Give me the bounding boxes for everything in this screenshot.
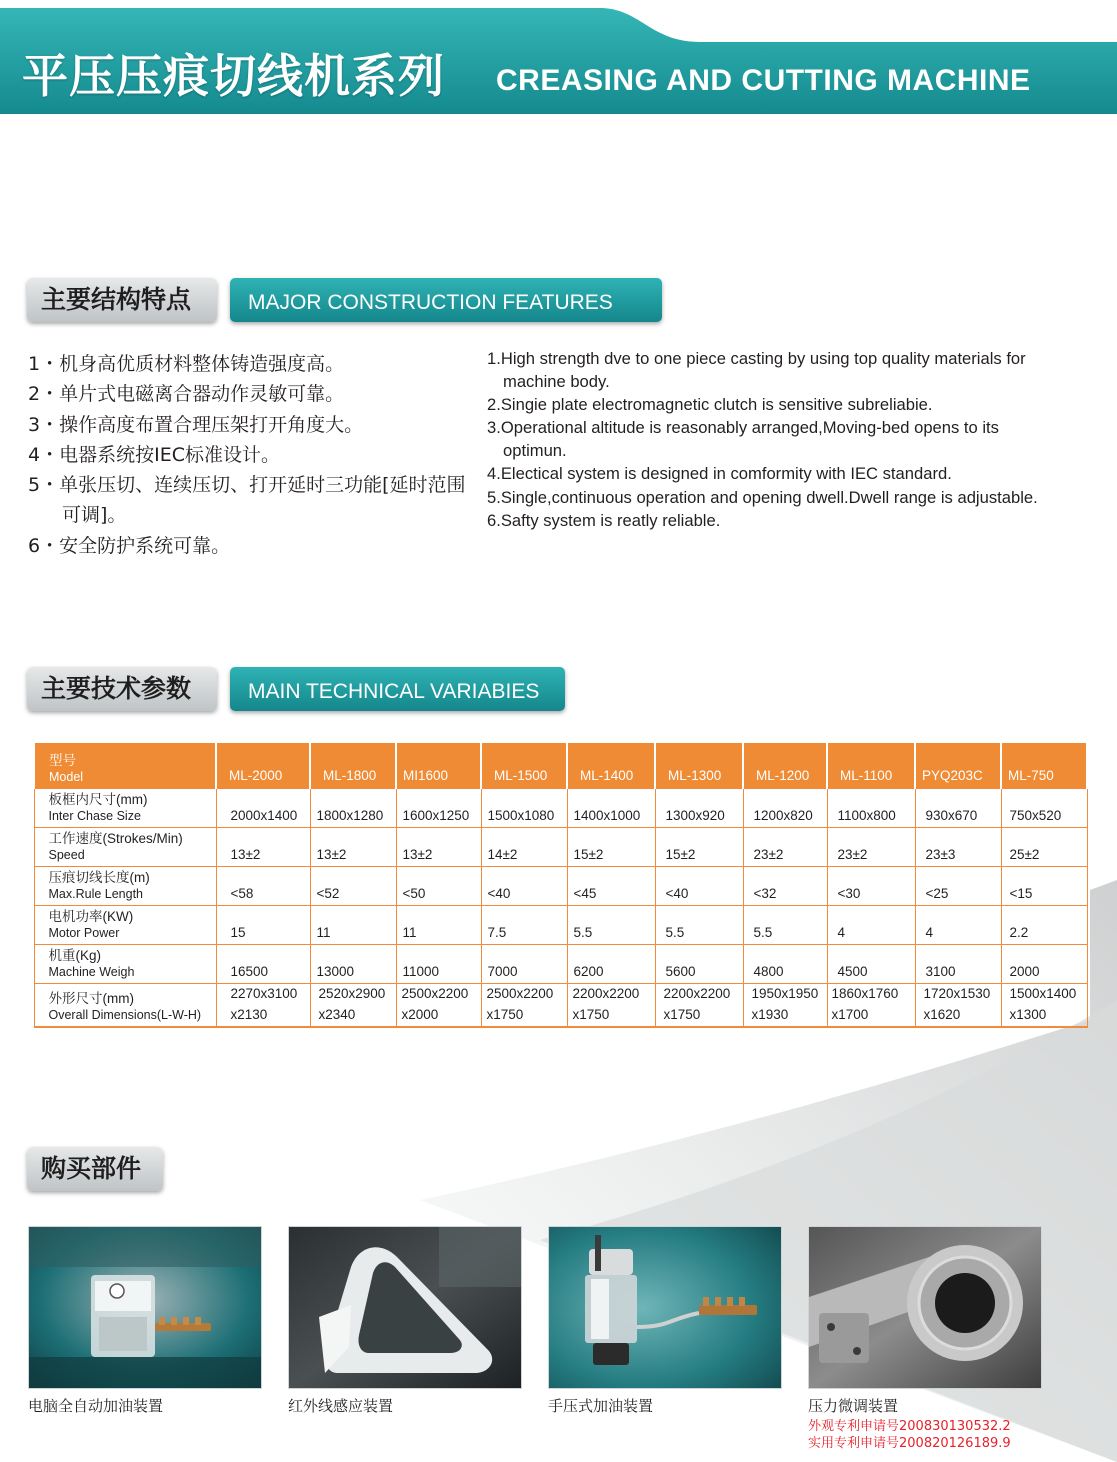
table-cell: 23±2 — [753, 846, 784, 862]
table-cell: 7000 — [487, 963, 518, 979]
table-cell-line1: 2500x2200 — [401, 985, 469, 1001]
table-cell: <30 — [837, 885, 861, 901]
feature-item-cn: 6・安全防护系统可靠。 — [28, 534, 231, 557]
table-cell: 1500x1080 — [487, 807, 555, 823]
table-cell: <40 — [487, 885, 511, 901]
patent-appearance: 外观专利申请号200830130532.2 — [808, 1419, 1011, 1434]
row-label-cn: 压痕切线长度(m) — [48, 869, 150, 885]
spec-header-row — [34, 743, 1087, 788]
table-cell: <32 — [753, 885, 777, 901]
table-cell: 1200x820 — [753, 807, 813, 823]
model-cell: ML-1200 — [756, 767, 810, 783]
feature-item-en: 4.Electical system is designed in comformity with IEC standard. — [487, 464, 952, 484]
feature-item-cn: 4・电器系统按IEC标准设计。 — [28, 443, 280, 466]
table-cell: 5.5 — [753, 924, 773, 940]
table-cell: 2000x1400 — [230, 807, 298, 823]
table-cell: 11 — [402, 924, 417, 940]
table-cell: 23±3 — [925, 846, 956, 862]
table-cell: 1600x1250 — [402, 807, 470, 823]
table-cell: 7.5 — [487, 924, 507, 940]
table-cell-line2: x1620 — [923, 1006, 961, 1022]
row-label-cn: 电机功率(KW) — [48, 908, 134, 924]
table-cell: 25±2 — [1009, 846, 1040, 862]
patent-utility: 实用专利申请号200820126189.9 — [808, 1436, 1011, 1451]
table-cell-line1: 1860x1760 — [831, 985, 899, 1001]
table-cell-line2: x1300 — [1009, 1006, 1047, 1022]
table-cell: 4 — [925, 924, 934, 940]
feature-item-cn: 5・单张压切、连续压切、打开延时三功能[延时范围可调]。 — [28, 474, 466, 527]
table-cell: 5.5 — [573, 924, 593, 940]
table-cell: 3100 — [925, 963, 956, 979]
spec-table — [33, 743, 1088, 1028]
table-cell: <40 — [665, 885, 689, 901]
table-cell: 13±2 — [316, 846, 347, 862]
table-cell: 2.2 — [1009, 924, 1029, 940]
table-cell: 4 — [837, 924, 846, 940]
table-cell: <50 — [402, 885, 426, 901]
table-cell: 6200 — [573, 963, 604, 979]
table-cell: 5.5 — [665, 924, 685, 940]
header-label-en: Model — [49, 769, 84, 784]
header-label-cn: 型号 — [49, 752, 76, 768]
row-label-en: Inter Chase Size — [48, 808, 141, 823]
part-label-infrared: 红外线感应装置 — [288, 1397, 394, 1415]
model-cell: ML-1400 — [580, 767, 634, 783]
table-cell: 13000 — [316, 963, 355, 979]
model-cell: ML-1800 — [323, 767, 377, 783]
model-cell: ML-1500 — [494, 767, 548, 783]
row-label-en: Speed — [48, 847, 85, 862]
row-label-en: Machine Weigh — [48, 964, 135, 979]
table-cell: 930x670 — [925, 807, 978, 823]
row-label-en: Max.Rule Length — [48, 886, 144, 901]
table-cell-line1: 1950x1950 — [751, 985, 819, 1001]
feature-item-en: 2.Singie plate electromagnetic clutch is sensitive subreliabie. — [487, 395, 933, 415]
patent-info — [808, 1418, 1011, 1452]
table-row — [34, 866, 1087, 905]
model-cell: ML-1100 — [840, 767, 893, 783]
pressure-adjust-device-icon — [809, 1227, 1041, 1388]
table-cell-line1: 2200x2200 — [663, 985, 731, 1001]
table-cell: 23±2 — [837, 846, 868, 862]
table-cell-line2: x1750 — [663, 1006, 701, 1022]
table-cell: 11 — [316, 924, 331, 940]
part-image-auto-oiling — [28, 1226, 262, 1389]
table-cell: 15±2 — [573, 846, 604, 862]
feature-item-en: 1.High strength dve to one piece casting by using top quality materials for machine body. — [487, 349, 1026, 392]
table-cell: <45 — [573, 885, 597, 901]
table-cell-line2: x1700 — [831, 1006, 869, 1022]
model-cell: ML-1300 — [668, 767, 722, 783]
table-cell: 750x520 — [1009, 807, 1062, 823]
manual-oil-pump-icon — [549, 1227, 781, 1388]
infrared-sensor-device-icon — [289, 1227, 521, 1388]
table-cell: 13±2 — [402, 846, 433, 862]
table-cell: 1100x800 — [837, 807, 896, 823]
table-cell-line1: 2520x2900 — [318, 985, 386, 1001]
table-cell: 2000 — [1009, 963, 1040, 979]
table-cell-line1: 2500x2200 — [486, 985, 554, 1001]
table-cell: 1300x920 — [665, 807, 725, 823]
table-cell-line2: x1750 — [486, 1006, 524, 1022]
model-cell: PYQ203C — [922, 767, 983, 783]
table-row — [34, 788, 1087, 827]
feature-item-cn: 3・操作高度布置合理压架打开角度大。 — [28, 413, 364, 436]
table-row — [34, 944, 1087, 983]
table-cell-line2: x2340 — [318, 1006, 356, 1022]
table-cell: 1800x1280 — [316, 807, 384, 823]
table-cell-line2: x2130 — [230, 1006, 268, 1022]
row-label-cn: 机重(Kg) — [48, 947, 102, 963]
tech-heading-en: MAIN TECHNICAL VARIABIES — [230, 667, 565, 711]
table-cell: 5600 — [665, 963, 696, 979]
row-label-cn: 工作速度(Strokes/Min) — [48, 830, 183, 846]
features-list-cn — [28, 349, 468, 561]
feature-item-cn: 2・单片式电磁离合器动作灵敏可靠。 — [28, 383, 345, 406]
features-list-en — [487, 347, 1047, 532]
tech-heading-cn: 主要技术参数 — [27, 667, 217, 711]
features-heading-en: MAJOR CONSTRUCTION FEATURES — [230, 278, 662, 322]
page-title-cn: 平压压痕切线机系列 — [22, 49, 445, 103]
feature-item-en: 3.Operational altitude is reasonably arranged,Moving-bed opens to its optimun. — [487, 418, 999, 461]
feature-item-cn: 1・机身高优质材料整体铸造强度高。 — [28, 353, 345, 375]
row-label-en: Motor Power — [48, 925, 120, 940]
table-cell-line1: 1500x1400 — [1009, 985, 1077, 1001]
table-cell: 15 — [230, 924, 246, 940]
table-row — [34, 827, 1087, 866]
header-banner — [0, 0, 1117, 118]
part-label-pressure: 压力微调装置 — [808, 1397, 899, 1415]
part-label-auto-oiling: 电脑全自动加油装置 — [28, 1397, 164, 1415]
table-cell-line1: 2200x2200 — [572, 985, 640, 1001]
table-cell-line1: 1720x1530 — [923, 985, 991, 1001]
model-cell: MI1600 — [403, 767, 449, 783]
features-heading-cn: 主要结构特点 — [27, 278, 217, 322]
table-cell-line1: 2270x3100 — [230, 985, 298, 1001]
model-cell: ML-750 — [1008, 767, 1054, 783]
row-label-en: Overall Dimensions(L-W-H) — [48, 1007, 202, 1022]
table-cell: 4800 — [753, 963, 784, 979]
auto-oiling-device-icon — [29, 1227, 261, 1388]
table-cell: <52 — [316, 885, 340, 901]
page-title-en: CREASING AND CUTTING MACHINE — [496, 64, 1031, 97]
parts-heading-cn: 购买部件 — [27, 1147, 163, 1191]
table-cell: <15 — [1009, 885, 1033, 901]
row-label-cn: 外形尺寸(mm) — [48, 990, 134, 1006]
table-cell: 16500 — [230, 963, 269, 979]
table-cell: 14±2 — [487, 846, 518, 862]
part-image-infrared — [288, 1226, 522, 1389]
row-label-cn: 板框内尺寸(mm) — [48, 791, 148, 807]
table-cell: 11000 — [402, 963, 440, 979]
part-image-pressure — [808, 1226, 1042, 1389]
table-cell: 4500 — [837, 963, 868, 979]
feature-item-en: 5.Single,continuous operation and opening dwell.Dwell range is adjustable. — [487, 487, 1038, 507]
table-cell-line2: x2000 — [401, 1006, 439, 1022]
table-cell-line2: x1930 — [751, 1006, 789, 1022]
table-cell-line2: x1750 — [572, 1006, 610, 1022]
table-cell: 1400x1000 — [573, 807, 641, 823]
table-cell: <58 — [230, 885, 254, 901]
part-image-manual-oil — [548, 1226, 782, 1389]
table-row — [34, 905, 1087, 944]
table-cell: <25 — [925, 885, 949, 901]
part-label-manual-oil: 手压式加油装置 — [548, 1397, 654, 1415]
table-cell: 13±2 — [230, 846, 261, 862]
table-row — [34, 983, 1087, 1027]
model-cell: ML-2000 — [229, 767, 283, 783]
table-cell: 15±2 — [665, 846, 696, 862]
feature-item-en: 6.Safty system is reatly reliable. — [487, 510, 721, 530]
